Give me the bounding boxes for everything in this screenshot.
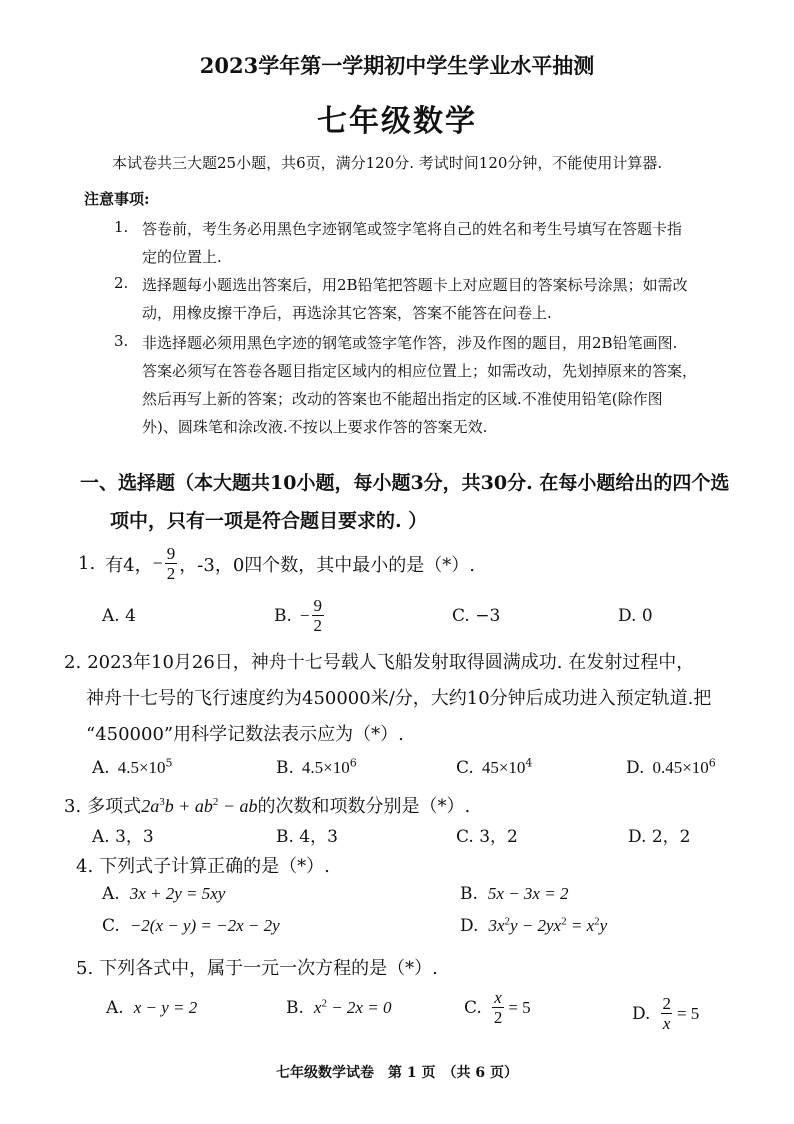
- option-label: C.: [102, 916, 120, 936]
- notice-item-num: 3.: [114, 332, 129, 350]
- notice-item-line: 外)、圆珠笔和涂改液.不按以上要求作答的答案无效.: [142, 418, 488, 436]
- option-d: D. 0: [618, 606, 653, 626]
- equation: [314, 998, 392, 1017]
- question-2: [64, 648, 694, 674]
- option-c: [102, 916, 280, 936]
- option-a: A. 3，3: [92, 827, 154, 847]
- exponent: 2: [594, 915, 600, 928]
- page-footer: 七年级数学试卷 第 1 页 （共 6 页）: [276, 1065, 518, 1081]
- notice-item-line: 答案必须写在答卷各题目指定区域内的相应位置上；如需改动，先划掉原来的答案，: [142, 362, 698, 380]
- term: x: [313, 998, 322, 1017]
- equation: 5x − 3x = 2: [487, 884, 569, 903]
- minus-sign: −: [152, 553, 163, 573]
- option-b: [460, 884, 568, 904]
- notice-item-line: 动，用橡皮擦干净后，再选涂其它答案，答案不能答在问卷上.: [142, 304, 552, 322]
- exponent: 6: [349, 756, 357, 770]
- exam-instructions: 本试卷共三大题25小题，共6页，满分120分. 考试时间120分钟，不能使用计算器.: [112, 154, 663, 172]
- option-value: 0.45×10: [652, 758, 709, 777]
- fraction-denominator: 2: [166, 564, 176, 583]
- option-label: D.: [626, 758, 645, 778]
- fraction-numerator: 9: [166, 544, 176, 563]
- option-a: A. 4: [102, 606, 136, 626]
- option-label: C.: [456, 758, 474, 778]
- term: = x: [566, 916, 595, 935]
- question-text: “450000”用科学记数法表示应为（*）.: [86, 724, 404, 745]
- option-a: [92, 758, 173, 778]
- equation: [488, 916, 607, 935]
- option-label: A.: [102, 884, 120, 904]
- option-label: B.: [460, 884, 478, 904]
- question-1: [78, 544, 475, 583]
- minus-sign: −: [299, 605, 310, 625]
- question-5: [76, 954, 438, 980]
- term: − ab: [218, 796, 258, 816]
- question-text: ，-3，0四个数，其中最小的是（*）.: [179, 554, 476, 576]
- question-3: [64, 792, 470, 818]
- question-4: [76, 852, 330, 878]
- notice-item-line: 定的位置上.: [142, 248, 222, 266]
- term: b + ab: [164, 796, 213, 816]
- notice-item-line: 答卷前，考生务必用黑色字迹钢笔或签字笔将自己的姓名和考生号填写在答题卡指: [142, 220, 683, 238]
- question-text: 多项式: [87, 796, 142, 817]
- option-label: D.: [632, 1003, 651, 1024]
- option-label: A.: [106, 998, 124, 1018]
- exam-title: 2023学年第一学期初中学生学业水平抽测: [199, 53, 595, 78]
- question-number: 4.: [76, 856, 94, 877]
- fraction: [165, 544, 178, 583]
- notice-heading: 注意事项:: [84, 190, 150, 208]
- option-c: [464, 988, 531, 1027]
- section-heading-cont: 项中，只有一项是符合题目要求的. ）: [110, 510, 428, 532]
- option-value: 4.5×10: [117, 758, 166, 777]
- exponent: 6: [708, 756, 716, 770]
- option-c: C. 3，2: [456, 827, 518, 847]
- option-label: A.: [92, 758, 110, 778]
- section-heading: 一、选择题（本大题共10小题，每小题3分，共30分. 在每小题给出的四个选: [80, 472, 730, 494]
- fraction: [660, 994, 673, 1033]
- notice-item-num: 1.: [114, 218, 129, 236]
- option-c: [456, 758, 532, 778]
- option-b: [286, 998, 391, 1018]
- notice-item-line: 非选择题必须用黑色字迹的钢笔或签字笔作答，涉及作图的题目，用2B铅笔画图.: [142, 334, 678, 352]
- option-b: B. 4，3: [276, 827, 338, 847]
- notice-item-num: 2.: [114, 274, 129, 292]
- question-number: 2.: [64, 652, 82, 673]
- exponent: 3: [159, 796, 165, 808]
- fraction: [492, 988, 505, 1027]
- subject-title: 七年级数学: [317, 104, 477, 139]
- question-text: 2023年10月26日，神舟十七号载人飞船发射取得圆满成功. 在发射过程中，: [87, 652, 695, 673]
- exponent: 2: [504, 915, 510, 928]
- option-b: [276, 758, 357, 778]
- option-a: [106, 998, 197, 1018]
- option-b: [274, 596, 326, 635]
- fraction: [312, 596, 325, 635]
- option-d: [460, 916, 607, 936]
- polynomial: [141, 796, 257, 816]
- exponent: 2: [212, 796, 219, 808]
- fraction-denominator: 2: [493, 1008, 503, 1027]
- term: y: [599, 916, 608, 935]
- option-label: B.: [286, 998, 304, 1018]
- option-label: B.: [274, 605, 292, 626]
- question-number: 5.: [76, 958, 94, 979]
- term: 2a: [141, 796, 160, 816]
- fraction-numerator: x: [494, 988, 502, 1007]
- option-label: D.: [460, 916, 479, 936]
- exponent: 2: [321, 997, 327, 1010]
- equation-rhs: = 5: [508, 997, 531, 1017]
- option-a: [102, 884, 225, 904]
- question-text: 下列式子计算正确的是（*）.: [99, 856, 330, 877]
- option-value: 4.5×10: [301, 758, 350, 777]
- question-number: 1.: [78, 553, 96, 574]
- exponent: 5: [165, 756, 173, 770]
- question-number: 3.: [64, 796, 82, 817]
- exponent: 2: [561, 915, 567, 928]
- question-text: 有4，: [105, 554, 153, 576]
- fraction-numerator: 9: [313, 596, 322, 615]
- question-text: 下列各式中，属于一元一次方程的是（*）.: [99, 958, 438, 979]
- equation-rhs: = 5: [676, 1003, 700, 1023]
- question-text: 神舟十七号的飞行速度约为450000米/分，大约10分钟后成功进入预定轨道.把: [86, 688, 712, 709]
- fraction-denominator: 2: [313, 616, 322, 635]
- option-d: [632, 994, 699, 1033]
- fraction-denominator: x: [662, 1014, 671, 1033]
- exponent: 4: [525, 756, 533, 770]
- option-value: 45×10: [481, 758, 526, 777]
- equation: x − y = 2: [133, 998, 198, 1017]
- option-d: D. 2，2: [628, 827, 691, 847]
- option-d: [626, 758, 716, 778]
- option-c: C. −3: [452, 606, 501, 626]
- notice-item-line: 然后再写上新的答案；改动的答案也不能超出指定的区域.不准使用铅笔(除作图: [142, 390, 663, 408]
- fraction-numerator: 2: [662, 994, 671, 1013]
- term: y − 2yx: [509, 916, 562, 935]
- question-text: 的次数和项数分别是（*）.: [257, 796, 471, 817]
- equation: 3x + 2y = 5xy: [129, 884, 226, 903]
- option-label: B.: [276, 758, 294, 778]
- term: − 2x = 0: [326, 998, 392, 1017]
- term: 3x: [488, 916, 505, 935]
- equation: −2(x − y) = −2x − 2y: [129, 916, 280, 935]
- notice-item-line: 选择题每小题选出答案后，用2B铅笔把答题卡上对应题目的答案标号涂黑；如需改: [142, 276, 688, 294]
- option-label: C.: [464, 997, 482, 1018]
